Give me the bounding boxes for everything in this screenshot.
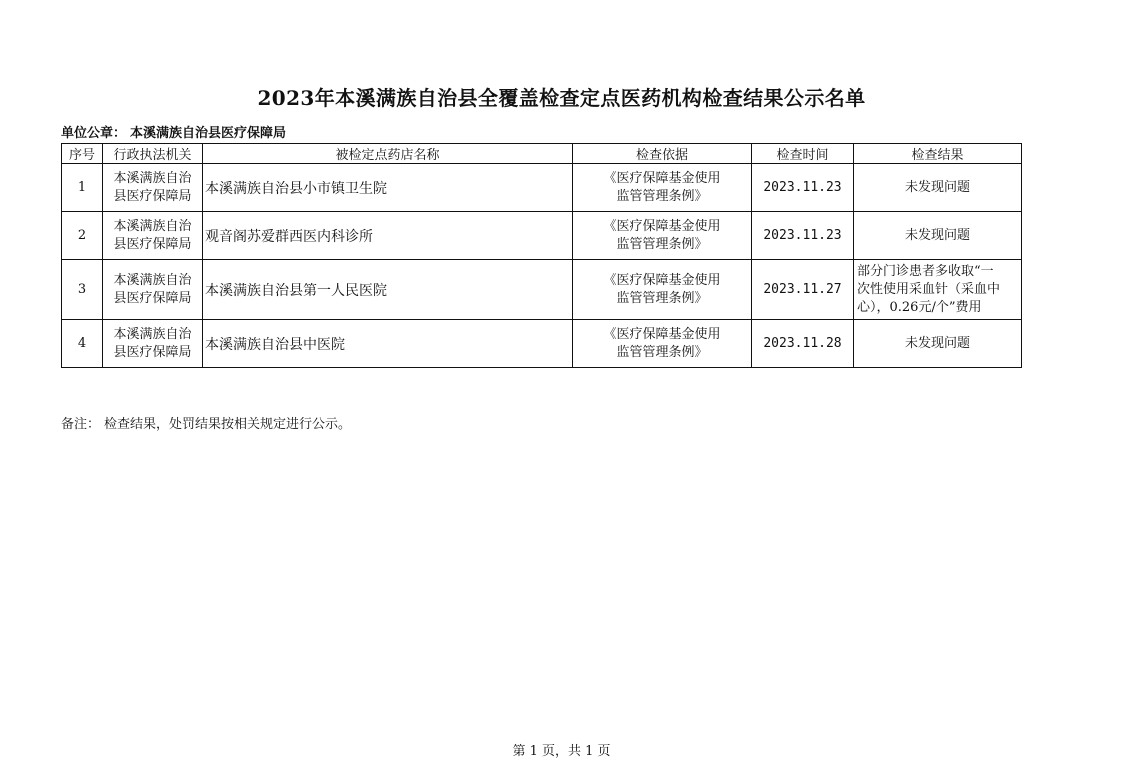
basis-line: 《医疗保障基金使用: [603, 272, 721, 288]
basis-line: 《医疗保障基金使用: [603, 170, 721, 186]
page-number: 第 1 页，共 1 页: [512, 744, 611, 759]
basis-line: 监管管理条例》: [616, 236, 708, 252]
remarks-text: 检查结果，处罚结果按相关规定进行公示。: [104, 417, 352, 432]
basis-line: 《医疗保障基金使用: [603, 326, 721, 342]
table-row: [62, 260, 1022, 320]
authority-line: 本溪满族自治: [113, 326, 192, 342]
result-line: 部分门诊患者多收取“一: [857, 263, 994, 279]
header-institution-name: 被检定点药店名称: [203, 144, 573, 164]
basis-line: 《医疗保障基金使用: [603, 218, 721, 234]
row-authority: [103, 260, 203, 320]
basis-line: 监管管理条例》: [616, 344, 708, 360]
row-result: [854, 260, 1022, 320]
authority-line: 本溪满族自治: [113, 170, 192, 186]
table-row: [62, 320, 1022, 368]
row-time: 2023.11.23: [752, 212, 854, 260]
authority-line: 县医疗保障局: [113, 344, 192, 360]
result-line: 次性使用采血针（采血中: [857, 281, 1001, 297]
row-basis: [573, 212, 752, 260]
unit-value: 本溪满族自治县医疗保障局: [130, 126, 287, 141]
row-result: 未发现问题: [854, 164, 1022, 212]
table-row: [62, 164, 1022, 212]
remarks: [61, 413, 351, 432]
header-authority: 行政执法机关: [103, 144, 203, 164]
header-basis: 检查依据: [573, 144, 752, 164]
row-authority: [103, 212, 203, 260]
row-institution-name: 本溪满族自治县第一人民医院: [203, 260, 573, 320]
row-result: 未发现问题: [854, 212, 1022, 260]
authority-line: 本溪满族自治: [113, 272, 192, 288]
row-institution-name: 本溪满族自治县小市镇卫生院: [203, 164, 573, 212]
row-authority: [103, 164, 203, 212]
row-time: 2023.11.27: [752, 260, 854, 320]
row-no: 4: [62, 320, 103, 368]
row-institution-name: 观音阁苏爱群西医内科诊所: [203, 212, 573, 260]
header-time: 检查时间: [752, 144, 854, 164]
row-institution-name: 本溪满族自治县中医院: [203, 320, 573, 368]
row-time: 2023.11.23: [752, 164, 854, 212]
authority-line: 县医疗保障局: [113, 236, 192, 252]
basis-line: 监管管理条例》: [616, 290, 708, 306]
table-header-row: [62, 144, 1022, 164]
table-row: [62, 212, 1022, 260]
row-result: 未发现问题: [854, 320, 1022, 368]
authority-line: 县医疗保障局: [113, 290, 192, 306]
header-no: 序号: [62, 144, 103, 164]
row-no: 1: [62, 164, 103, 212]
unit-seal-line: [61, 122, 286, 141]
header-result: 检查结果: [854, 144, 1022, 164]
row-no: 2: [62, 212, 103, 260]
row-time: 2023.11.28: [752, 320, 854, 368]
row-authority: [103, 320, 203, 368]
basis-line: 监管管理条例》: [616, 188, 708, 204]
page-title: 2023年本溪满族自治县全覆盖检查定点医药机构检查结果公示名单: [257, 86, 866, 110]
remarks-label: 备注：: [61, 417, 101, 432]
row-basis: [573, 320, 752, 368]
authority-line: 本溪满族自治: [113, 218, 192, 234]
inspection-result-table: [61, 143, 1022, 368]
result-line: 心），0.26元/个”费用: [857, 299, 982, 315]
row-basis: [573, 260, 752, 320]
row-basis: [573, 164, 752, 212]
unit-label: 单位公章：: [61, 126, 127, 141]
authority-line: 县医疗保障局: [113, 188, 192, 204]
row-no: 3: [62, 260, 103, 320]
